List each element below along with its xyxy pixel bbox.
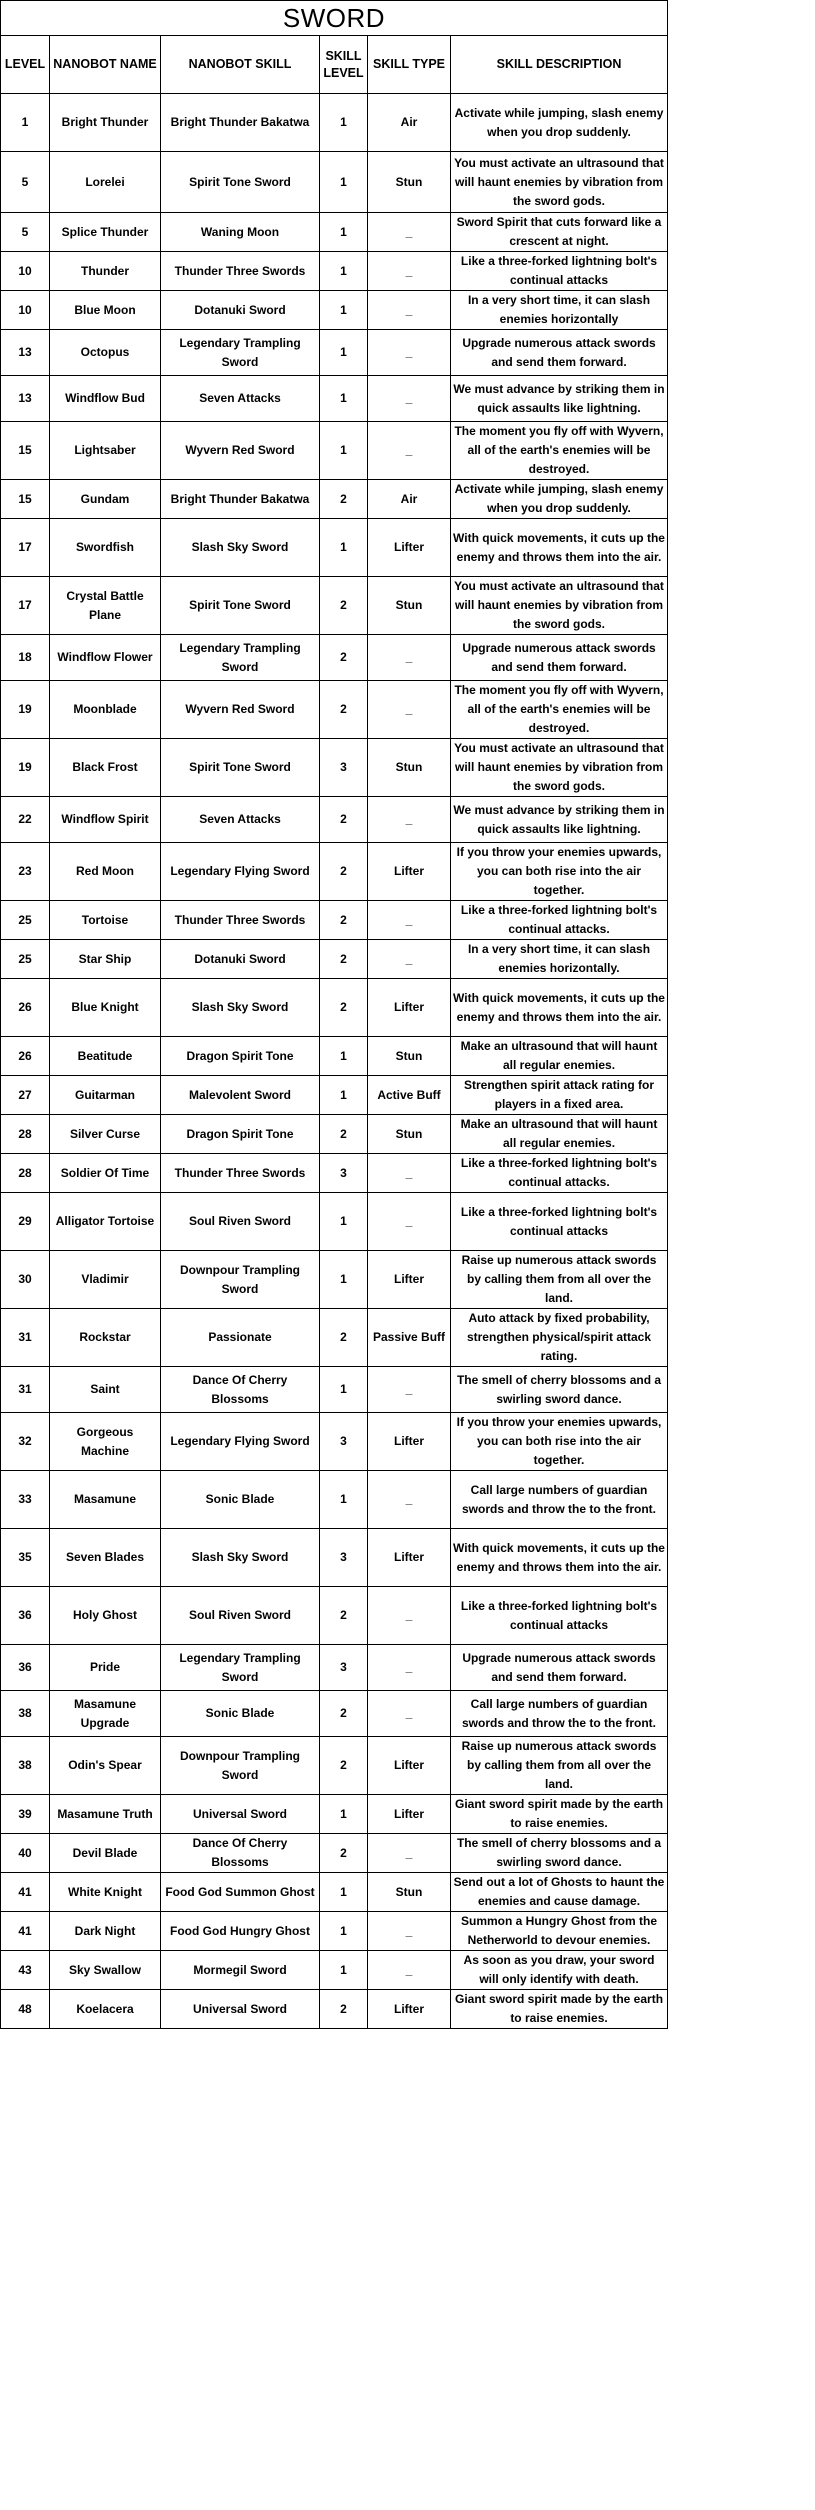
row-skill-description: Send out a lot of Ghosts to haunt the enemies and cause damage.: [451, 1873, 668, 1912]
row-nanobot-name: Moonblade: [50, 681, 161, 739]
row-skill-type: Lifter: [368, 1413, 451, 1471]
table-row: [1, 797, 668, 843]
row-skill-type: Air: [368, 480, 451, 519]
row-level: 26: [1, 1037, 50, 1076]
row-skill-level: 1: [320, 1076, 368, 1115]
table-row: [1, 1413, 668, 1471]
row-skill-level: 1: [320, 330, 368, 376]
row-nanobot-skill: Waning Moon: [161, 213, 320, 252]
row-nanobot-name: Masamune: [50, 1471, 161, 1529]
row-skill-type: Stun: [368, 1115, 451, 1154]
row-skill-level: 2: [320, 1309, 368, 1367]
table-row: [1, 422, 668, 480]
table-row: [1, 1251, 668, 1309]
row-skill-type: Passive Buff: [368, 1309, 451, 1367]
header-level: LEVEL: [1, 36, 50, 94]
row-nanobot-skill: Passionate: [161, 1309, 320, 1367]
row-level: 36: [1, 1587, 50, 1645]
row-skill-level: 2: [320, 1834, 368, 1873]
row-nanobot-name: Holy Ghost: [50, 1587, 161, 1645]
row-nanobot-name: Octopus: [50, 330, 161, 376]
row-nanobot-name: Sky Swallow: [50, 1951, 161, 1990]
row-skill-description: Like a three-forked lightning bolt's continual attacks: [451, 252, 668, 291]
row-nanobot-name: Windflow Bud: [50, 376, 161, 422]
row-level: 41: [1, 1873, 50, 1912]
row-skill-type: Lifter: [368, 1990, 451, 2029]
row-nanobot-name: Blue Knight: [50, 979, 161, 1037]
row-nanobot-skill: Legendary Flying Sword: [161, 843, 320, 901]
row-level: 15: [1, 480, 50, 519]
table-row: [1, 1951, 668, 1990]
row-nanobot-skill: Food God Summon Ghost: [161, 1873, 320, 1912]
table-row: [1, 1737, 668, 1795]
row-skill-type: Lifter: [368, 979, 451, 1037]
table-row: [1, 1834, 668, 1873]
row-skill-type: Air: [368, 94, 451, 152]
row-skill-description: Like a three-forked lightning bolt's continual attacks: [451, 1193, 668, 1251]
row-skill-type: _: [368, 1912, 451, 1951]
row-nanobot-skill: Sonic Blade: [161, 1691, 320, 1737]
row-nanobot-name: Tortoise: [50, 901, 161, 940]
row-skill-type: _: [368, 330, 451, 376]
row-level: 25: [1, 901, 50, 940]
row-nanobot-name: Black Frost: [50, 739, 161, 797]
table-row: [1, 1587, 668, 1645]
row-skill-level: 1: [320, 376, 368, 422]
row-nanobot-name: Odin's Spear: [50, 1737, 161, 1795]
row-skill-type: Lifter: [368, 1737, 451, 1795]
row-level: 18: [1, 635, 50, 681]
row-skill-description: You must activate an ultrasound that will haunt enemies by vibration from the sword gods.: [451, 577, 668, 635]
row-skill-description: In a very short time, it can slash enemies horizontally: [451, 291, 668, 330]
row-skill-level: 2: [320, 681, 368, 739]
row-skill-type: _: [368, 635, 451, 681]
row-nanobot-skill: Universal Sword: [161, 1795, 320, 1834]
row-skill-description: Summon a Hungry Ghost from the Netherworld to devour enemies.: [451, 1912, 668, 1951]
row-level: 43: [1, 1951, 50, 1990]
row-nanobot-skill: Slash Sky Sword: [161, 1529, 320, 1587]
row-skill-description: Call large numbers of guardian swords and throw the to the front.: [451, 1691, 668, 1737]
table-row: [1, 291, 668, 330]
row-skill-level: 1: [320, 1795, 368, 1834]
row-level: 33: [1, 1471, 50, 1529]
row-skill-description: The moment you fly off with Wyvern, all of the earth's enemies will be destroyed.: [451, 422, 668, 480]
table-row: [1, 152, 668, 213]
table-row: [1, 1193, 668, 1251]
row-level: 30: [1, 1251, 50, 1309]
row-level: 29: [1, 1193, 50, 1251]
table-row: [1, 1037, 668, 1076]
row-skill-description: Make an ultrasound that will haunt all regular enemies.: [451, 1037, 668, 1076]
row-nanobot-name: Guitarman: [50, 1076, 161, 1115]
row-level: 40: [1, 1834, 50, 1873]
table-row: [1, 577, 668, 635]
row-nanobot-skill: Bright Thunder Bakatwa: [161, 94, 320, 152]
row-skill-description: Upgrade numerous attack swords and send them forward.: [451, 635, 668, 681]
table-row: [1, 901, 668, 940]
row-level: 5: [1, 152, 50, 213]
row-nanobot-skill: Thunder Three Swords: [161, 252, 320, 291]
row-nanobot-skill: Dragon Spirit Tone: [161, 1037, 320, 1076]
row-skill-level: 1: [320, 152, 368, 213]
row-level: 19: [1, 681, 50, 739]
row-skill-level: 2: [320, 901, 368, 940]
row-skill-level: 2: [320, 1737, 368, 1795]
row-skill-level: 2: [320, 979, 368, 1037]
row-nanobot-skill: Dotanuki Sword: [161, 291, 320, 330]
row-skill-description: Upgrade numerous attack swords and send them forward.: [451, 330, 668, 376]
table-row: [1, 519, 668, 577]
row-level: 13: [1, 330, 50, 376]
row-nanobot-name: Windflow Spirit: [50, 797, 161, 843]
row-skill-description: With quick movements, it cuts up the enemy and throws them into the air.: [451, 979, 668, 1037]
row-skill-level: 3: [320, 1413, 368, 1471]
table-row: [1, 1645, 668, 1691]
row-nanobot-skill: Wyvern Red Sword: [161, 681, 320, 739]
row-nanobot-name: Pride: [50, 1645, 161, 1691]
row-nanobot-name: Crystal Battle Plane: [50, 577, 161, 635]
row-skill-type: Stun: [368, 152, 451, 213]
header-skill-level: SKILL LEVEL: [320, 36, 368, 94]
row-skill-type: _: [368, 901, 451, 940]
table-row: [1, 843, 668, 901]
table-row: [1, 480, 668, 519]
row-skill-type: _: [368, 681, 451, 739]
row-level: 35: [1, 1529, 50, 1587]
row-nanobot-skill: Bright Thunder Bakatwa: [161, 480, 320, 519]
row-nanobot-name: Lorelei: [50, 152, 161, 213]
row-level: 26: [1, 979, 50, 1037]
row-skill-level: 1: [320, 1873, 368, 1912]
row-skill-level: 1: [320, 1037, 368, 1076]
row-level: 28: [1, 1115, 50, 1154]
row-level: 10: [1, 252, 50, 291]
row-nanobot-skill: Soul Riven Sword: [161, 1193, 320, 1251]
row-nanobot-skill: Thunder Three Swords: [161, 901, 320, 940]
row-skill-level: 1: [320, 291, 368, 330]
row-level: 28: [1, 1154, 50, 1193]
row-skill-description: If you throw your enemies upwards, you can both rise into the air together.: [451, 1413, 668, 1471]
row-skill-level: 2: [320, 1587, 368, 1645]
row-skill-level: 2: [320, 797, 368, 843]
table-row: [1, 635, 668, 681]
row-level: 48: [1, 1990, 50, 2029]
row-level: 27: [1, 1076, 50, 1115]
row-skill-description: We must advance by striking them in quick assaults like lightning.: [451, 797, 668, 843]
row-nanobot-skill: Seven Attacks: [161, 376, 320, 422]
row-level: 15: [1, 422, 50, 480]
table-row: [1, 940, 668, 979]
table-row: [1, 330, 668, 376]
row-nanobot-name: Windflow Flower: [50, 635, 161, 681]
row-skill-description: Like a three-forked lightning bolt's continual attacks: [451, 1587, 668, 1645]
row-level: 31: [1, 1367, 50, 1413]
row-skill-level: 1: [320, 1912, 368, 1951]
row-skill-description: With quick movements, it cuts up the enemy and throws them into the air.: [451, 1529, 668, 1587]
row-level: 17: [1, 519, 50, 577]
table-row: [1, 1115, 668, 1154]
header-skill-type: SKILL TYPE: [368, 36, 451, 94]
row-skill-description: In a very short time, it can slash enemies horizontally.: [451, 940, 668, 979]
row-level: 41: [1, 1912, 50, 1951]
row-skill-description: Make an ultrasound that will haunt all regular enemies.: [451, 1115, 668, 1154]
row-skill-description: Strengthen spirit attack rating for players in a fixed area.: [451, 1076, 668, 1115]
row-skill-description: Like a three-forked lightning bolt's continual attacks.: [451, 1154, 668, 1193]
row-nanobot-skill: Dragon Spirit Tone: [161, 1115, 320, 1154]
row-level: 10: [1, 291, 50, 330]
row-skill-type: _: [368, 213, 451, 252]
row-skill-type: _: [368, 1645, 451, 1691]
header-nanobot-name: NANOBOT NAME: [50, 36, 161, 94]
row-nanobot-name: Rockstar: [50, 1309, 161, 1367]
row-nanobot-name: Bright Thunder: [50, 94, 161, 152]
row-skill-type: _: [368, 1193, 451, 1251]
row-nanobot-name: Masamune Upgrade: [50, 1691, 161, 1737]
table-row: [1, 739, 668, 797]
row-nanobot-skill: Legendary Flying Sword: [161, 1413, 320, 1471]
row-skill-description: The smell of cherry blossoms and a swirling sword dance.: [451, 1367, 668, 1413]
row-level: 13: [1, 376, 50, 422]
table-row: [1, 252, 668, 291]
row-skill-level: 1: [320, 1251, 368, 1309]
row-skill-type: _: [368, 940, 451, 979]
row-skill-description: Giant sword spirit made by the earth to raise enemies.: [451, 1990, 668, 2029]
row-skill-level: 3: [320, 1529, 368, 1587]
row-nanobot-name: Seven Blades: [50, 1529, 161, 1587]
row-skill-description: Giant sword spirit made by the earth to raise enemies.: [451, 1795, 668, 1834]
row-skill-description: Raise up numerous attack swords by calling them from all over the land.: [451, 1737, 668, 1795]
row-nanobot-name: Saint: [50, 1367, 161, 1413]
row-skill-level: 3: [320, 1645, 368, 1691]
header-row: [1, 36, 668, 94]
row-skill-description: You must activate an ultrasound that will haunt enemies by vibration from the sword gods.: [451, 739, 668, 797]
row-skill-type: _: [368, 1154, 451, 1193]
table-row: [1, 681, 668, 739]
row-nanobot-skill: Spirit Tone Sword: [161, 739, 320, 797]
row-skill-description: We must advance by striking them in quick assaults like lightning.: [451, 376, 668, 422]
table-row: [1, 1795, 668, 1834]
table-row: [1, 1471, 668, 1529]
row-nanobot-name: Dark Night: [50, 1912, 161, 1951]
table-row: [1, 94, 668, 152]
row-skill-type: _: [368, 1691, 451, 1737]
row-nanobot-name: Koelacera: [50, 1990, 161, 2029]
row-skill-level: 2: [320, 480, 368, 519]
row-nanobot-name: Splice Thunder: [50, 213, 161, 252]
row-nanobot-name: Devil Blade: [50, 1834, 161, 1873]
table-row: [1, 1367, 668, 1413]
row-skill-level: 1: [320, 213, 368, 252]
row-level: 25: [1, 940, 50, 979]
table-row: [1, 1529, 668, 1587]
row-skill-type: _: [368, 797, 451, 843]
table-row: [1, 979, 668, 1037]
row-skill-description: You must activate an ultrasound that will haunt enemies by vibration from the sword gods.: [451, 152, 668, 213]
row-skill-level: 1: [320, 252, 368, 291]
row-nanobot-name: Red Moon: [50, 843, 161, 901]
row-nanobot-name: Silver Curse: [50, 1115, 161, 1154]
row-skill-type: _: [368, 376, 451, 422]
table-row: [1, 1691, 668, 1737]
table-row: [1, 376, 668, 422]
row-skill-type: _: [368, 1471, 451, 1529]
row-skill-level: 3: [320, 1154, 368, 1193]
row-level: 5: [1, 213, 50, 252]
row-skill-level: 1: [320, 1471, 368, 1529]
row-skill-description: Raise up numerous attack swords by calling them from all over the land.: [451, 1251, 668, 1309]
row-nanobot-skill: Dance Of Cherry Blossoms: [161, 1834, 320, 1873]
row-skill-level: 2: [320, 1115, 368, 1154]
row-nanobot-name: Star Ship: [50, 940, 161, 979]
row-skill-type: Lifter: [368, 1529, 451, 1587]
row-skill-description: Call large numbers of guardian swords and throw the to the front.: [451, 1471, 668, 1529]
row-skill-description: The smell of cherry blossoms and a swirling sword dance.: [451, 1834, 668, 1873]
row-nanobot-skill: Seven Attacks: [161, 797, 320, 843]
row-skill-description: Activate while jumping, slash enemy when you drop suddenly.: [451, 480, 668, 519]
row-skill-type: _: [368, 1587, 451, 1645]
row-skill-description: As soon as you draw, your sword will only identify with death.: [451, 1951, 668, 1990]
row-skill-type: _: [368, 1367, 451, 1413]
sheet-title: SWORD: [1, 1, 668, 36]
row-skill-type: Stun: [368, 1873, 451, 1912]
row-nanobot-skill: Soul Riven Sword: [161, 1587, 320, 1645]
row-skill-level: 1: [320, 1367, 368, 1413]
row-skill-description: If you throw your enemies upwards, you can both rise into the air together.: [451, 843, 668, 901]
row-skill-type: Lifter: [368, 519, 451, 577]
row-skill-type: _: [368, 1951, 451, 1990]
row-skill-level: 1: [320, 422, 368, 480]
row-level: 39: [1, 1795, 50, 1834]
row-skill-description: The moment you fly off with Wyvern, all of the earth's enemies will be destroyed.: [451, 681, 668, 739]
row-nanobot-name: Gorgeous Machine: [50, 1413, 161, 1471]
row-nanobot-name: White Knight: [50, 1873, 161, 1912]
row-skill-type: Lifter: [368, 843, 451, 901]
row-nanobot-skill: Thunder Three Swords: [161, 1154, 320, 1193]
row-nanobot-skill: Spirit Tone Sword: [161, 577, 320, 635]
row-nanobot-skill: Mormegil Sword: [161, 1951, 320, 1990]
row-level: 22: [1, 797, 50, 843]
row-nanobot-name: Swordfish: [50, 519, 161, 577]
row-skill-type: _: [368, 291, 451, 330]
row-skill-type: Active Buff: [368, 1076, 451, 1115]
table-row: [1, 1309, 668, 1367]
row-nanobot-skill: Legendary Trampling Sword: [161, 635, 320, 681]
row-nanobot-skill: Malevolent Sword: [161, 1076, 320, 1115]
row-skill-description: Activate while jumping, slash enemy when you drop suddenly.: [451, 94, 668, 152]
row-skill-type: _: [368, 422, 451, 480]
row-nanobot-skill: Food God Hungry Ghost: [161, 1912, 320, 1951]
table-row: [1, 1990, 668, 2029]
row-skill-type: _: [368, 1834, 451, 1873]
row-nanobot-name: Soldier Of Time: [50, 1154, 161, 1193]
row-skill-level: 2: [320, 1691, 368, 1737]
row-skill-level: 1: [320, 94, 368, 152]
row-skill-description: Sword Spirit that cuts forward like a crescent at night.: [451, 213, 668, 252]
row-nanobot-skill: Legendary Trampling Sword: [161, 330, 320, 376]
row-nanobot-skill: Sonic Blade: [161, 1471, 320, 1529]
header-skill-description: SKILL DESCRIPTION: [451, 36, 668, 94]
table-row: [1, 1873, 668, 1912]
row-skill-type: Stun: [368, 1037, 451, 1076]
row-skill-type: Lifter: [368, 1251, 451, 1309]
row-nanobot-skill: Wyvern Red Sword: [161, 422, 320, 480]
row-level: 38: [1, 1737, 50, 1795]
row-skill-level: 1: [320, 1193, 368, 1251]
row-level: 36: [1, 1645, 50, 1691]
row-nanobot-skill: Downpour Trampling Sword: [161, 1737, 320, 1795]
row-skill-description: Auto attack by fixed probability, strengthen physical/spirit attack rating.: [451, 1309, 668, 1367]
row-skill-level: 2: [320, 577, 368, 635]
row-nanobot-skill: Downpour Trampling Sword: [161, 1251, 320, 1309]
row-skill-type: Stun: [368, 739, 451, 797]
row-level: 19: [1, 739, 50, 797]
row-nanobot-name: Blue Moon: [50, 291, 161, 330]
row-nanobot-name: Vladimir: [50, 1251, 161, 1309]
row-nanobot-skill: Dotanuki Sword: [161, 940, 320, 979]
row-skill-description: Upgrade numerous attack swords and send them forward.: [451, 1645, 668, 1691]
row-nanobot-skill: Slash Sky Sword: [161, 979, 320, 1037]
row-nanobot-name: Gundam: [50, 480, 161, 519]
row-nanobot-name: Masamune Truth: [50, 1795, 161, 1834]
table-row: [1, 213, 668, 252]
row-level: 23: [1, 843, 50, 901]
table-row: [1, 1076, 668, 1115]
row-nanobot-name: Thunder: [50, 252, 161, 291]
header-nanobot-skill: NANOBOT SKILL: [161, 36, 320, 94]
row-skill-type: Lifter: [368, 1795, 451, 1834]
row-skill-level: 2: [320, 1990, 368, 2029]
row-skill-type: Stun: [368, 577, 451, 635]
row-skill-level: 2: [320, 843, 368, 901]
row-nanobot-skill: Dance Of Cherry Blossoms: [161, 1367, 320, 1413]
row-skill-level: 1: [320, 519, 368, 577]
row-skill-level: 1: [320, 1951, 368, 1990]
row-nanobot-name: Lightsaber: [50, 422, 161, 480]
row-level: 31: [1, 1309, 50, 1367]
row-skill-level: 2: [320, 635, 368, 681]
row-skill-description: With quick movements, it cuts up the enemy and throws them into the air.: [451, 519, 668, 577]
row-level: 32: [1, 1413, 50, 1471]
table-row: [1, 1912, 668, 1951]
row-skill-level: 2: [320, 940, 368, 979]
row-skill-level: 3: [320, 739, 368, 797]
row-nanobot-name: Beatitude: [50, 1037, 161, 1076]
row-skill-type: _: [368, 252, 451, 291]
row-nanobot-skill: Slash Sky Sword: [161, 519, 320, 577]
row-nanobot-skill: Universal Sword: [161, 1990, 320, 2029]
table-row: [1, 1154, 668, 1193]
row-nanobot-name: Alligator Tortoise: [50, 1193, 161, 1251]
row-skill-description: Like a three-forked lightning bolt's continual attacks.: [451, 901, 668, 940]
row-level: 1: [1, 94, 50, 152]
row-nanobot-skill: Spirit Tone Sword: [161, 152, 320, 213]
row-level: 17: [1, 577, 50, 635]
row-level: 38: [1, 1691, 50, 1737]
row-nanobot-skill: Legendary Trampling Sword: [161, 1645, 320, 1691]
